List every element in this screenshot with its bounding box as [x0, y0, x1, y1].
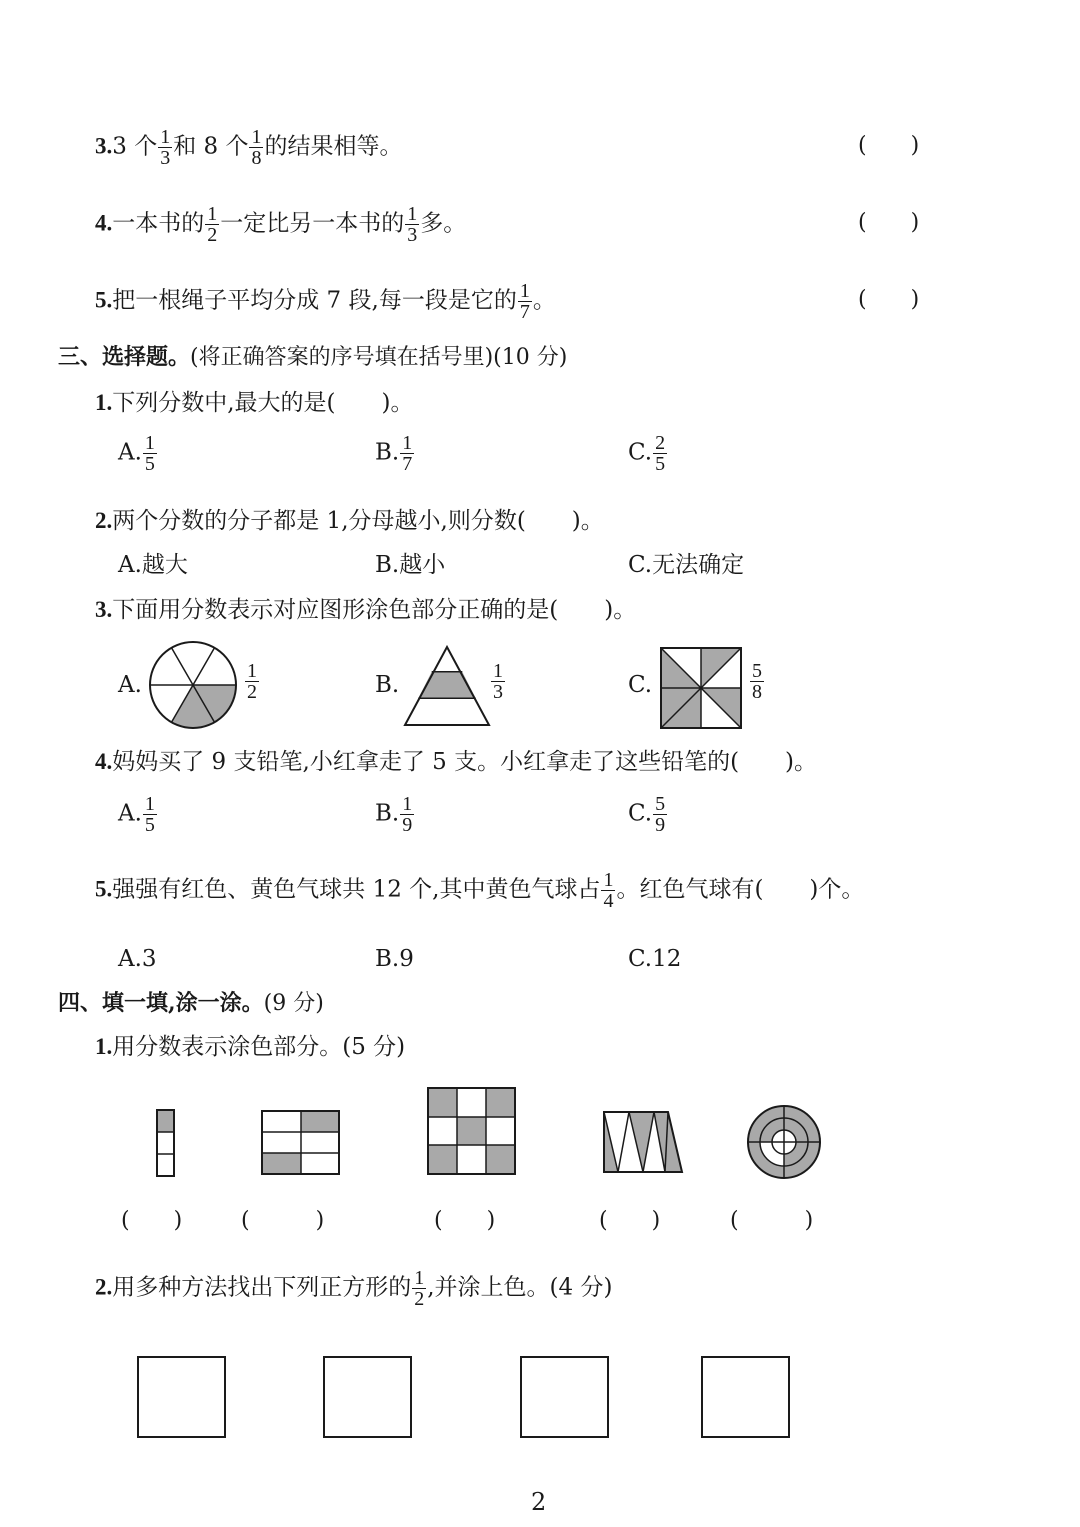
question-number: 5.: [95, 287, 113, 313]
fraction: $\frac{1}{3}$: [493, 660, 503, 703]
option-a[interactable]: A.越大: [118, 552, 188, 578]
option-c[interactable]: C. $\frac{2}{5}$: [628, 432, 666, 475]
fill-q2: 2.用多种方法找出下列正方形的 $\frac{1}{2}$ ,并涂上色。(4 分): [95, 1267, 613, 1310]
choice-q2: 2.两个分数的分子都是 1,分母越小,则分数( )。: [95, 508, 604, 534]
answer-blank[interactable]: ( ): [858, 210, 920, 235]
judge-q4: 4.一本书的 $\frac{1}{2}$ 一定比另一本书的 $\frac{1}{3}$ 多。: [95, 203, 467, 246]
choice-q5: 5.强强有红色、黄色气球共 12 个,其中黄色气球占 $\frac{1}{4}$ 。红色气球有( )个。: [95, 869, 865, 912]
answer-blank[interactable]: ( ): [599, 1208, 661, 1233]
section-3-title: 三、选择题。(将正确答案的序号填在括号里)(10 分): [58, 344, 568, 370]
choice-q3: 3.下面用分数表示对应图形涂色部分正确的是( )。: [95, 597, 637, 623]
fraction: $\frac{1}{4}$: [603, 869, 614, 912]
question-number: 3.: [95, 133, 113, 159]
fraction: $\frac{5}{8}$: [752, 660, 762, 703]
choice-q4: 4.妈妈买了 9 支铅笔,小红拿走了 5 支。小红拿走了这些铅笔的( )。: [95, 749, 818, 775]
triangle-figure: [403, 645, 491, 727]
page-number: 2: [531, 1488, 547, 1516]
answer-blank[interactable]: ( ): [730, 1208, 814, 1233]
square-8-parts-figure: [659, 646, 743, 730]
option-a[interactable]: A. $\frac{1}{5}$: [118, 432, 155, 475]
fraction: $\frac{1}{3}$: [407, 203, 418, 246]
option-b[interactable]: B.9: [375, 946, 414, 972]
fill-q1: 1.用分数表示涂色部分。(5 分): [95, 1034, 406, 1060]
choice-q1: 1.下列分数中,最大的是( )。: [95, 390, 414, 416]
option-a-label[interactable]: A.: [118, 672, 142, 698]
option-a[interactable]: A. $\frac{1}{5}$: [118, 793, 155, 836]
fraction: $\frac{1}{2}$: [207, 203, 218, 246]
answer-blank[interactable]: ( ): [434, 1208, 496, 1233]
option-a[interactable]: A.3: [118, 946, 157, 972]
option-c-label[interactable]: C.: [628, 672, 653, 698]
blank-square[interactable]: [520, 1356, 610, 1439]
option-c[interactable]: C. $\frac{5}{9}$: [628, 793, 666, 836]
option-b[interactable]: B. $\frac{1}{7}$: [375, 432, 413, 475]
section-4-title: 四、填一填,涂一涂。(9 分): [58, 990, 324, 1016]
question-number: 4.: [95, 210, 113, 236]
fraction: $\frac{1}{8}$: [251, 126, 262, 169]
option-c[interactable]: C.12: [628, 946, 682, 972]
option-c[interactable]: C.无法确定: [628, 552, 745, 578]
fraction: $\frac{1}{2}$: [247, 660, 257, 703]
figure-vertical-strip: [156, 1109, 176, 1177]
judge-q5: 5.把一根绳子平均分成 7 段,每一段是它的 $\frac{1}{7}$ 。: [95, 280, 556, 323]
blank-square[interactable]: [323, 1356, 413, 1439]
fraction: $\frac{1}{7}$: [519, 280, 530, 323]
answer-blank[interactable]: ( ): [858, 287, 920, 312]
option-b[interactable]: B. $\frac{1}{9}$: [375, 793, 413, 836]
option-b[interactable]: B.越小: [375, 552, 446, 578]
figure-trapezoid: [603, 1111, 685, 1174]
answer-blank[interactable]: ( ): [858, 133, 920, 158]
blank-square[interactable]: [701, 1356, 791, 1439]
circle-figure: [148, 640, 238, 730]
figure-grid-3x3: [427, 1087, 517, 1175]
blank-square[interactable]: [137, 1356, 227, 1439]
answer-blank[interactable]: ( ): [241, 1208, 325, 1233]
fraction: $\frac{1}{3}$: [160, 126, 171, 169]
figure-concentric-circles: [746, 1104, 822, 1180]
option-b-label[interactable]: B.: [375, 672, 400, 698]
figure-grid-2x3: [261, 1110, 341, 1176]
judge-q3: 3.3 个 $\frac{1}{3}$ 和 8 个 $\frac{1}{8}$ 的结果相等。: [95, 126, 403, 169]
answer-blank[interactable]: ( ): [121, 1208, 183, 1233]
fraction: $\frac{1}{2}$: [414, 1267, 425, 1310]
